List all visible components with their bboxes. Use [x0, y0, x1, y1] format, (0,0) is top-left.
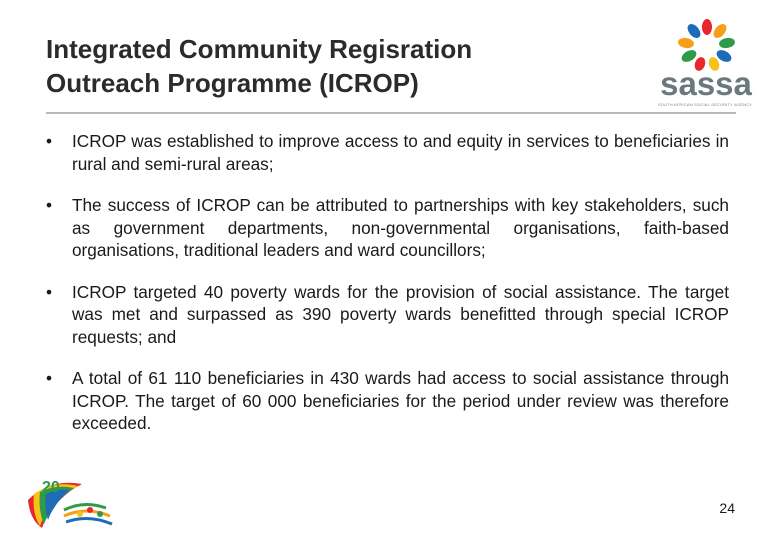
list-item — [46, 367, 729, 435]
bullet-marker: • — [46, 368, 53, 388]
bullet-marker: • — [46, 281, 53, 302]
title-divider — [46, 112, 736, 114]
bullet-text: ICROP targeted 40 poverty wards for the provision of social assistance. The target was met and surpassed as 390 poverty wards benefitted through special ICROP requests; and — [72, 281, 729, 347]
slide-title-line-2: Outreach Programme (ICROP) — [46, 68, 419, 98]
bullet-text: A total of 61 110 beneficiaries in 430 wards had access to social assistance through ICROP. The target of 60 000 beneficiaries for the period under review was therefore exceeded. — [72, 368, 729, 433]
bullet-marker: • — [46, 195, 53, 215]
sassa-logo — [654, 18, 754, 108]
slide-title-line-1: Integrated Community Regisration — [46, 34, 473, 64]
sassa-tagline: SOUTH AFRICAN SOCIAL SECURITY AGENCY — [657, 102, 753, 107]
list-item — [46, 194, 729, 262]
sassa-wordmark: sassa — [660, 65, 752, 102]
bullet-text: The success of ICROP can be attributed to partnerships with key stakeholders, such as government departments, non-governmental organisations, faith-based organisations, traditional leaders and ward councillors; — [72, 195, 729, 260]
list-item — [46, 281, 729, 349]
list-item — [46, 130, 729, 175]
page-number: 24 — [719, 500, 735, 516]
slide-title — [46, 32, 606, 100]
twenty-years-freedom-emblem-icon — [20, 470, 120, 536]
bullet-text: ICROP was established to improve access to and equity in services to beneficiaries in rural and semi-rural areas; — [72, 131, 729, 174]
bullet-list — [46, 130, 729, 454]
svg-text:20: 20 — [42, 479, 60, 496]
bullet-marker: • — [46, 131, 53, 151]
